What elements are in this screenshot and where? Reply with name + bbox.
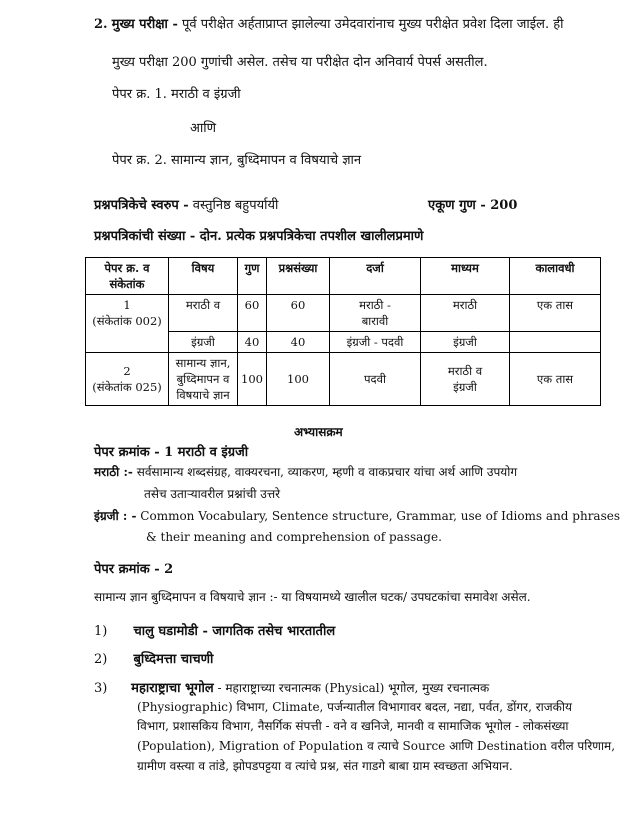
cell-questions: 40: [267, 332, 330, 353]
paper-1-heading: पेपर क्रमांक - 1 मराठी व इंग्रजी: [94, 445, 249, 460]
list-item: [94, 678, 489, 696]
section-2-line-2: मुख्य परीक्षा 200 गुणांची असेल. तसेच या परीक्षेत दोन अनिवार्य पेपर्स असतील.: [112, 55, 488, 70]
total-marks: एकूण गुण - 200: [428, 198, 518, 213]
list-item: [94, 649, 213, 667]
cell-level: पदवी: [330, 353, 421, 406]
list-item-number: 3): [94, 681, 108, 696]
paper-2-heading: पेपर क्रमांक - 2: [94, 562, 174, 577]
cell-marks: 100: [238, 353, 267, 406]
geo-line-3: विभाग, प्रशासकिय विभाग, नैसर्गिक संपत्ती - वने व खनिजे, मानवी व सामाजिक भूगोल - लोकसंख्या: [137, 719, 569, 733]
marathi-line: [94, 463, 517, 480]
header-subject: विषय: [169, 258, 238, 295]
cell-marks: 60: [238, 295, 267, 332]
english-label: इंग्रजी : -: [94, 509, 137, 523]
cell-level: इंग्रजी - पदवी: [330, 332, 421, 353]
cell-subject: सामान्य ज्ञान, बुध्दिमापन व विषयाचे ज्ञान: [169, 353, 238, 406]
list-item-heading: महाराष्ट्राचा भूगोल: [131, 681, 214, 696]
format-label: प्रश्नपत्रिकेचे स्वरुप -: [94, 198, 189, 213]
english-line-2: & their meaning and comprehension of passage.: [146, 530, 442, 544]
format-value: वस्तुनिष्ठ बहुपर्यायी: [192, 198, 279, 213]
cell-medium: इंग्रजी: [421, 332, 510, 353]
syllabus-title: अभ्यासक्रम: [294, 425, 343, 439]
list-item-number: 1): [94, 624, 108, 639]
cell-questions: 60: [267, 295, 330, 332]
header-duration: कालावधी: [510, 258, 601, 295]
paper-count-line: प्रश्नपत्रिकांची संख्या - दोन. प्रत्येक प्रश्नपत्रिकेचा तपशील खालीलप्रमाणे: [94, 229, 424, 244]
section-number: 2.: [94, 17, 108, 32]
english-text: Common Vocabulary, Sentence structure, Grammar, use of Idioms and phrases: [140, 509, 621, 523]
header-level: दर्जा: [330, 258, 421, 295]
english-line: [94, 507, 620, 524]
list-item: [94, 621, 335, 639]
geo-line-5: ग्रामीण वस्त्या व तांडे, झोपडपट्टया व त्यांचे प्रश्न, संत गाडगे बाबा ग्राम स्वच्छता अभियान.: [137, 759, 513, 773]
paper-2-line: पेपर क्र. 2. सामान्य ज्ञान, बुध्दिमापन व विषयाचे ज्ञान: [112, 153, 362, 168]
header-medium: माध्यम: [421, 258, 510, 295]
cell-subject: इंग्रजी: [169, 332, 238, 353]
geo-line-4: (Population), Migration of Population व त्याचे Source आणि Destination वरील परिणाम,: [137, 739, 616, 753]
paper-2-intro: सामान्य ज्ञान बुध्दिमापन व विषयाचे ज्ञान :- या विषयामध्ये खालील घटक/ उपघटकांचा समावेश असेल.: [94, 590, 531, 604]
section-2-line-1: [94, 14, 564, 32]
section-text: पूर्व परीक्षेत अर्हताप्राप्त झालेल्या उमेदवारांनाच मुख्य परीक्षेत प्रवेश दिला जाईल. ही: [181, 17, 564, 32]
list-item-number: 2): [94, 652, 108, 667]
header-marks: गुण: [238, 258, 267, 295]
cell-marks: 40: [238, 332, 267, 353]
cell-questions: 100: [267, 353, 330, 406]
exam-structure-table: [85, 257, 601, 406]
header-paper-code: पेपर क्र. व संकेतांक: [86, 258, 169, 295]
geo-line-2: (Physiographic) विभाग, Climate, पर्जन्यातील विभागावर बदल, नद्या, पर्वत, डोंगर, राजकीय: [137, 700, 572, 714]
cell-medium: मराठी: [421, 295, 510, 332]
format-line: [94, 195, 278, 213]
cell-subject: मराठी व: [169, 295, 238, 332]
section-heading: मुख्य परीक्षा -: [111, 17, 178, 32]
table-row: [86, 295, 601, 332]
cell-duration-empty: [510, 332, 601, 353]
table-header-row: [86, 258, 601, 295]
marathi-line-2: तसेच उताऱ्यावरील प्रश्नांची उत्तरे: [144, 487, 281, 501]
header-questions: प्रश्नसंख्या: [267, 258, 330, 295]
and-line: आणि: [190, 121, 217, 136]
cell-level: मराठी - बारावी: [330, 295, 421, 332]
paper-1-code-cell: 1 (संकेतांक 002): [86, 295, 169, 353]
cell-medium: मराठी व इंग्रजी: [421, 353, 510, 406]
marathi-text: सर्वसामान्य शब्दसंग्रह, वाक्यरचना, व्याकरण, म्हणी व वाकप्रचार यांचा अर्थ आणि उपयोग: [136, 465, 518, 479]
cell-duration: एक तास: [510, 353, 601, 406]
marathi-label: मराठी :-: [94, 465, 133, 479]
cell-duration: एक तास: [510, 295, 601, 332]
paper-2-code-cell: 2 (संकेतांक 025): [86, 353, 169, 406]
list-item-text: - महाराष्ट्राच्या रचनात्मक (Physical) भूगोल, मुख्य रचनात्मक: [217, 681, 490, 695]
list-item-text: चालु घडामोडी - जागतिक तसेच भारतातील: [133, 624, 336, 639]
table-row: [86, 353, 601, 406]
list-item-text: बुध्दिमत्ता चाचणी: [133, 652, 214, 667]
paper-1-line: पेपर क्र. 1. मराठी व इंग्रजी: [112, 87, 241, 102]
